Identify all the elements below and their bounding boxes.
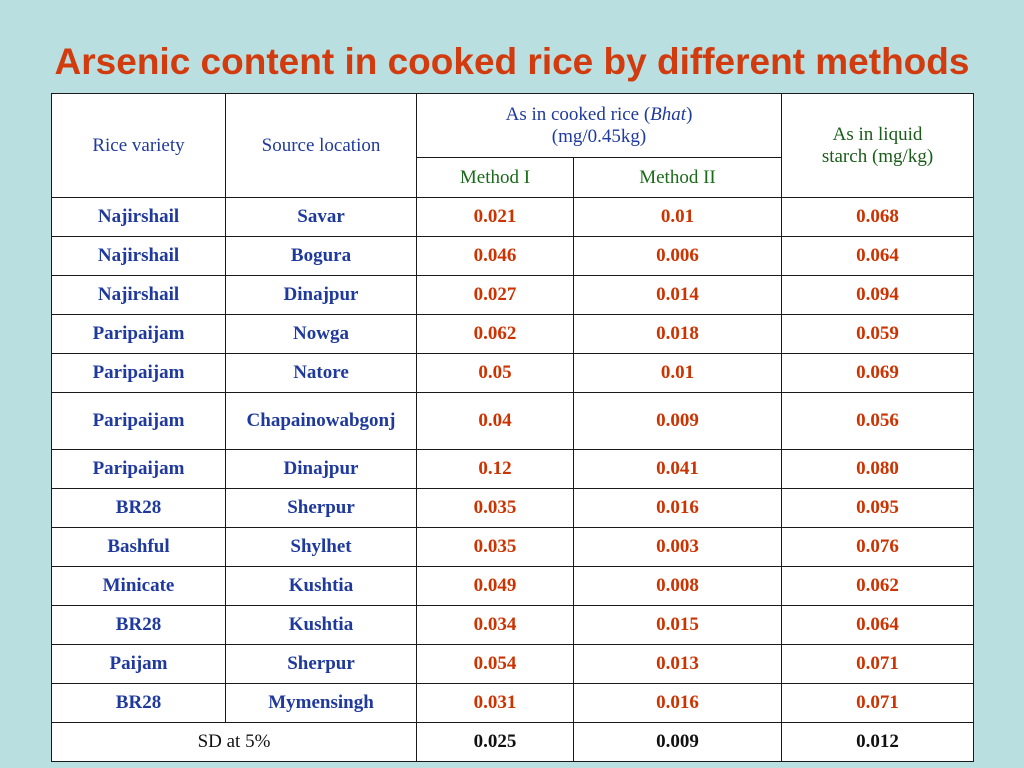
cell-source: Dinajpur: [226, 276, 417, 315]
cell-method-1: 0.12: [417, 450, 574, 489]
cell-method-1: 0.034: [417, 606, 574, 645]
table-row: [52, 315, 974, 354]
cell-starch: 0.059: [782, 315, 974, 354]
sd-starch: 0.012: [782, 723, 974, 762]
header-cooked-unit: (mg/0.45kg: [551, 125, 640, 147]
header-method-1: Method I: [417, 158, 574, 198]
table-row: [52, 276, 974, 315]
arsenic-data-table: [51, 93, 974, 762]
table-row: [52, 237, 974, 276]
header-cooked-unit-close: ): [639, 125, 647, 147]
cell-method-2: 0.014: [574, 276, 782, 315]
cell-method-1: 0.046: [417, 237, 574, 276]
header-cooked-suffix: ): [686, 103, 693, 125]
table-row: [52, 393, 974, 450]
header-cooked-rice: [417, 94, 782, 158]
cell-method-1: 0.05: [417, 354, 574, 393]
cell-starch: 0.095: [782, 489, 974, 528]
cell-variety: Minicate: [52, 567, 226, 606]
cell-method-2: 0.018: [574, 315, 782, 354]
cell-method-2: 0.016: [574, 489, 782, 528]
cell-method-1: 0.035: [417, 489, 574, 528]
cell-variety: BR28: [52, 489, 226, 528]
cell-starch: 0.068: [782, 198, 974, 237]
cell-source: Sherpur: [226, 489, 417, 528]
cell-source: Kushtia: [226, 567, 417, 606]
header-cooked-italic: Bhat: [650, 103, 687, 125]
header-source-location: Source location: [226, 94, 417, 198]
cell-variety: BR28: [52, 606, 226, 645]
cell-variety: Najirshail: [52, 276, 226, 315]
cell-method-1: 0.027: [417, 276, 574, 315]
cell-variety: Najirshail: [52, 198, 226, 237]
sd-label: SD at 5%: [52, 723, 417, 762]
cell-source: Shylhet: [226, 528, 417, 567]
cell-variety: Paripaijam: [52, 315, 226, 354]
cell-method-2: 0.01: [574, 198, 782, 237]
cell-starch: 0.064: [782, 237, 974, 276]
cell-starch: 0.071: [782, 645, 974, 684]
cell-starch: 0.071: [782, 684, 974, 723]
cell-method-2: 0.016: [574, 684, 782, 723]
table-row: [52, 684, 974, 723]
cell-starch: 0.062: [782, 567, 974, 606]
cell-variety: Paijam: [52, 645, 226, 684]
table-row: [52, 645, 974, 684]
cell-method-2: 0.006: [574, 237, 782, 276]
cell-method-1: 0.021: [417, 198, 574, 237]
cell-method-2: 0.01: [574, 354, 782, 393]
cell-method-1: 0.031: [417, 684, 574, 723]
table-row: [52, 528, 974, 567]
cell-variety: Paripaijam: [52, 354, 226, 393]
cell-starch: 0.064: [782, 606, 974, 645]
cell-source: Savar: [226, 198, 417, 237]
header-rice-variety: Rice variety: [52, 94, 226, 198]
cell-variety: Bashful: [52, 528, 226, 567]
cell-method-1: 0.062: [417, 315, 574, 354]
table-row: [52, 354, 974, 393]
cell-source: Sherpur: [226, 645, 417, 684]
table-row: [52, 450, 974, 489]
cell-method-2: 0.041: [574, 450, 782, 489]
cell-source: Natore: [226, 354, 417, 393]
sd-row: [52, 723, 974, 762]
cell-source: Chapainowabgonj: [226, 393, 417, 450]
header-cooked-prefix: As in cooked rice (: [505, 103, 651, 125]
cell-method-1: 0.035: [417, 528, 574, 567]
cell-method-2: 0.015: [574, 606, 782, 645]
header-method-2: Method II: [574, 158, 782, 198]
cell-method-1: 0.049: [417, 567, 574, 606]
cell-starch: 0.080: [782, 450, 974, 489]
cell-source: Nowga: [226, 315, 417, 354]
cell-method-2: 0.009: [574, 393, 782, 450]
table-row: [52, 198, 974, 237]
slide-title: Arsenic content in cooked rice by different methods: [54, 41, 970, 82]
header-starch-line2: starch (mg/kg): [821, 145, 934, 167]
cell-method-2: 0.008: [574, 567, 782, 606]
cell-starch: 0.056: [782, 393, 974, 450]
cell-method-2: 0.013: [574, 645, 782, 684]
header-starch-line1: As in liquid: [832, 123, 923, 145]
cell-method-1: 0.054: [417, 645, 574, 684]
cell-source: Bogura: [226, 237, 417, 276]
table-row: [52, 489, 974, 528]
cell-variety: Najirshail: [52, 237, 226, 276]
cell-variety: Paripaijam: [52, 393, 226, 450]
cell-variety: BR28: [52, 684, 226, 723]
cell-method-1: 0.04: [417, 393, 574, 450]
cell-starch: 0.094: [782, 276, 974, 315]
cell-source: Dinajpur: [226, 450, 417, 489]
cell-variety: Paripaijam: [52, 450, 226, 489]
table-row: [52, 567, 974, 606]
cell-method-2: 0.003: [574, 528, 782, 567]
sd-method-2: 0.009: [574, 723, 782, 762]
cell-source: Mymensingh: [226, 684, 417, 723]
cell-starch: 0.076: [782, 528, 974, 567]
sd-method-1: 0.025: [417, 723, 574, 762]
header-liquid-starch: [782, 94, 974, 198]
table-row: [52, 606, 974, 645]
cell-source: Kushtia: [226, 606, 417, 645]
cell-starch: 0.069: [782, 354, 974, 393]
